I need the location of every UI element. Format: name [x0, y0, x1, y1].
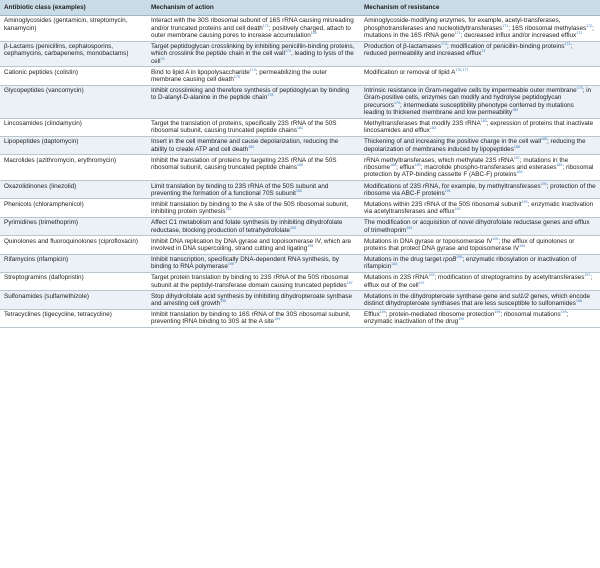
cell-mechanism-of-resistance [360, 16, 600, 42]
text-segment: ; modification of streptogramins by acetyltransferases [434, 274, 585, 282]
text-segment: Mutations in DNA gyrase or topoisomerase IV [364, 237, 493, 245]
citation-ref: 173 [564, 42, 571, 47]
text-segment: ; reduced permeability and increased efflux [364, 43, 573, 58]
text-segment: Production of β-lactamases [364, 43, 441, 51]
citation-ref: 186 [297, 163, 303, 168]
cell-antibiotic-class: Oxazolidinones (linezolid) [0, 181, 147, 199]
text-segment: ; protein-mediated ribosome protection [385, 311, 495, 319]
text-segment: ; enzymatic ribosylation or inactivation of rifampicin [364, 256, 577, 271]
header-row [0, 0, 600, 16]
text-segment: Mutations in 23S rRNA [364, 274, 429, 282]
cell-antibiotic-class: Quinolones and fluoroquinolones (ciprofloxacin) [0, 236, 147, 254]
text-segment: Inhibit translation by binding to the A site of the 50S ribosomal subunit, inhibiting protein synthesis [151, 200, 349, 216]
citation-ref: 185 [513, 144, 520, 149]
citation-ref: 195 [492, 236, 499, 241]
table-row [0, 85, 600, 118]
citation-ref: 199 [379, 310, 386, 315]
citation-ref: 171 [262, 23, 269, 28]
text-segment: rRNA methyltransferases, which methylate 23S rRNA [364, 156, 514, 164]
text-segment: ; macrolide phospho-transferases and esterases [420, 164, 557, 172]
cell-mechanism-of-action [147, 85, 360, 118]
citation-ref: 198 [220, 299, 227, 304]
cell-antibiotic-class: Macrolides (azithromycin, erythromycin) [0, 155, 147, 181]
text-segment: Bind to lipid A in lipopolysaccharide [151, 68, 250, 76]
gene-name: rpoB [443, 256, 457, 263]
citation-ref: 169 [310, 30, 317, 35]
cell-mechanism-of-resistance [360, 181, 600, 199]
cell-mechanism-of-action [147, 16, 360, 42]
cell-mechanism-of-action [147, 41, 360, 67]
cell-mechanism-of-resistance [360, 137, 600, 155]
table-row [0, 217, 600, 235]
cell-antibiotic-class: Rifamycins (rifampicin) [0, 254, 147, 272]
table-row [0, 41, 600, 67]
citation-ref: 199 [274, 317, 281, 322]
table-row [0, 272, 600, 290]
citation-ref: 196 [456, 255, 463, 259]
citation-ref: 172 [576, 30, 583, 35]
text-segment: , leading to lysis of the cell [151, 50, 354, 65]
table-row [0, 199, 600, 217]
citation-ref: 172 [586, 23, 593, 28]
text-segment: Modifications of 23S rRNA, for example, by methyltransferases [364, 182, 541, 190]
cell-mechanism-of-action [147, 291, 360, 309]
cell-antibiotic-class: Pyrimidines (trimethoprim) [0, 217, 147, 235]
citation-ref: 173 [441, 42, 447, 47]
citation-ref: 197 [418, 280, 425, 285]
citation-ref: 181 [297, 126, 303, 131]
cell-antibiotic-class: Tetracyclines (tigecycline, tetracycline) [0, 309, 147, 327]
citation-ref: 185 [541, 137, 548, 142]
citation-ref: 198 [575, 299, 582, 304]
citation-ref: 182 [480, 119, 487, 124]
table-row [0, 291, 600, 309]
text-segment: ; efflux [396, 164, 415, 172]
cell-mechanism-of-resistance [360, 272, 600, 290]
citation-ref: 199 [458, 317, 465, 322]
text-segment: ; intermediate susceptibility phenotype conferred by mutations leading to thickened membrane and low permeability [364, 101, 574, 116]
text-segment: Affect C1 metabolism and folate synthesis by inhibiting dihydrofolate reductase, blocking production of tetrahydrofolate [151, 219, 343, 234]
text-segment: ; protection of the ribosome via ABC-F proteins [364, 182, 596, 197]
citation-ref: 180 [512, 108, 519, 112]
gene-name: sul1/2 [511, 292, 529, 300]
cell-mechanism-of-resistance [360, 118, 600, 136]
cell-mechanism-of-resistance [360, 217, 600, 235]
text-segment: ; expression of proteins that inactivate lincosamides and efflux [364, 120, 594, 135]
text-segment: ; in Gram-positive cells, enzymes can modify and hydrolyse peptidoglycan precursors [364, 87, 592, 109]
citation-ref: 195 [519, 243, 526, 248]
citation-ref: 183 [429, 126, 436, 131]
citation-ref: 184 [248, 144, 255, 149]
citation-ref: 189 [556, 163, 563, 168]
cell-mechanism-of-action [147, 67, 360, 85]
text-segment: ; modification of penicillin-binding proteins [447, 43, 565, 51]
text-segment: Modification or removal of lipid A [364, 68, 456, 76]
text-segment: Target peptidoglycan crosslinking by inhibiting penicillin-binding proteins, which crosslink the peptide chain in the cell wall [151, 43, 355, 58]
cell-mechanism-of-action [147, 118, 360, 136]
cell-mechanism-of-action [147, 309, 360, 327]
text-segment: ; mutations in the 16S rRNA gene [364, 24, 594, 39]
text-segment: ; the efflux of quinolones or proteins that protect DNA gyrase and topoisomerase IV [364, 237, 575, 252]
citation-ref: 178 [267, 93, 274, 98]
citation-ref: 192 [454, 207, 461, 212]
citation-ref: 192 [521, 199, 528, 204]
citation-ref: 192 [428, 273, 435, 278]
citation-ref: 189 [414, 163, 421, 168]
table-row [0, 254, 600, 272]
text-segment: Limit translation by binding to 23S rRNA of the 50S subunit and preventing the formation of a functional 70S subunit [151, 182, 329, 197]
citation-ref: 188 [390, 163, 397, 168]
table-row [0, 67, 600, 85]
cell-mechanism-of-action [147, 236, 360, 254]
table-row [0, 309, 600, 327]
text-segment: ; enzymatic inactivation of the drug [364, 311, 569, 326]
text-segment: ; reducing the depolarization of membranes induced by lipopeptides [364, 138, 586, 153]
table-row [0, 236, 600, 254]
citation-ref: 187 [513, 155, 520, 160]
citation-ref: 190 [540, 181, 547, 186]
citation-ref: 197 [584, 273, 591, 278]
citation-ref: 194 [406, 225, 413, 230]
cell-antibiotic-class: Aminoglycosides (gentamicin, streptomycin, kanamycin) [0, 16, 147, 42]
header-mechanism-of-resistance: Mechanism of resistance [360, 0, 600, 16]
text-segment: ; decreased influx and/or increased efflux [460, 31, 577, 39]
text-segment: Inhibit crosslinking and therefore synthesis of peptidoglycan by binding to D-alanyl-D-alanine in the peptide chain [151, 87, 350, 102]
citation-ref: 196 [227, 262, 234, 267]
table-row [0, 118, 600, 136]
citation-ref: 174 [249, 67, 256, 72]
cell-mechanism-of-resistance [360, 254, 600, 272]
text-segment: Inhibit translation by binding to 16S rRNA of the 30S ribosomal subunit, preventing tRNA binding to 30S at the A site [151, 311, 351, 326]
table-row [0, 16, 600, 42]
text-segment: Aminoglycoside-modifying enzymes, for example, acetyl-transferases, phosphotransferases and nucleotidyltransferases [364, 17, 561, 32]
text-segment: ; ribosomal mutations [500, 311, 561, 319]
text-segment: Insert in the cell membrane and cause depolarization, reducing the ability to create ATP and cell death [151, 138, 339, 153]
text-segment: ; permeabilizing the outer membrane causing cell death [151, 68, 327, 84]
header-antibiotic-class: Antibiotic class (examples) [0, 0, 147, 16]
citation-ref: 144 [391, 262, 398, 267]
text-segment: ; ribosomal protection by ATP-binding cassette F (ABC-F) proteins [364, 164, 594, 179]
cell-mechanism-of-action [147, 217, 360, 235]
citation-ref: 195 [307, 243, 314, 248]
citation-ref: 74 [160, 56, 165, 61]
citation-ref: 176,177 [455, 67, 469, 72]
table-row [0, 181, 600, 199]
citation-ref: 179 [393, 100, 400, 105]
text-segment: Efflux [364, 311, 380, 319]
citation-ref: 173 [285, 49, 291, 54]
text-segment: Mutations in the dihydropteroate synthase gene and [364, 292, 512, 300]
text-segment: ; 16S ribosomal methylases [508, 24, 587, 32]
text-segment: Inhibit transcription, specifically DNA-dependent RNA synthesis, by binding to RNA polymerase [151, 256, 339, 271]
citation-ref: 191 [444, 188, 451, 193]
text-segment: Intrinsic resistance in Gram-negative cells by impermeable outer membrane [364, 87, 577, 95]
cell-antibiotic-class: Phenicols (chloramphenicol) [0, 199, 147, 217]
text-segment: ; mutations in the ribosome [364, 156, 569, 172]
citation-ref: 171 [454, 30, 461, 35]
citation-ref: 190 [295, 188, 302, 193]
citation-ref: 193 [289, 225, 296, 230]
cell-antibiotic-class: Sulfonamides (sulfamethizole) [0, 291, 147, 309]
text-segment: Methyltransferases that modify 23S rRNA [364, 120, 481, 128]
cell-mechanism-of-resistance [360, 199, 600, 217]
table-body [0, 16, 600, 328]
cell-mechanism-of-action [147, 199, 360, 217]
citation-ref: 192 [225, 207, 232, 212]
cell-mechanism-of-resistance [360, 309, 600, 327]
cell-mechanism-of-action [147, 272, 360, 290]
text-segment: Target the translation of proteins, specifically 23S rRNA of the 50S ribosomal subunit, causing truncated peptide chains [151, 120, 337, 135]
cell-mechanism-of-resistance [360, 67, 600, 85]
cell-antibiotic-class: Cationic peptides (colistin) [0, 67, 147, 85]
citation-ref: 199 [560, 310, 567, 315]
cell-mechanism-of-action [147, 137, 360, 155]
cell-antibiotic-class: Lipopeptides (daptomycin) [0, 137, 147, 155]
cell-mechanism-of-action [147, 254, 360, 272]
citation-ref: 179 [576, 86, 583, 91]
cell-antibiotic-class: Streptogramins (dalfopristin) [0, 272, 147, 290]
text-segment: ; positively charged, attach to outer membrane causing pores to increase accumulation [151, 24, 351, 39]
cell-mechanism-of-action [147, 155, 360, 181]
citation-ref: 197 [346, 280, 353, 285]
cell-antibiotic-class: Glycopeptides (vancomycin) [0, 85, 147, 118]
cell-mechanism-of-action [147, 181, 360, 199]
text-segment: Inhibit DNA replication by DNA gyrase and topoisomerase IV, which are involved in DNA supercoiling, strand cutting and ligating [151, 237, 352, 252]
citation-ref: 175 [233, 75, 240, 80]
citation-ref: 189 [516, 170, 523, 175]
cell-mechanism-of-resistance [360, 85, 600, 118]
cell-antibiotic-class: β-Lactams (penicillins, cephalosporins, cephamycins, carbapenems, monobactams) [0, 41, 147, 67]
text-segment: ; efflux out of the cell [364, 274, 593, 289]
text-segment: Target protein translation by binding to 23S rRNA of the 50S ribosomal subunit at the peptidyl-transferase domain causing truncated peptides [151, 274, 349, 289]
cell-mechanism-of-resistance [360, 155, 600, 181]
text-segment: genes, which encode distinct dihydropteroate synthases that are less susceptible to sulfonamides [364, 292, 591, 308]
cell-mechanism-of-resistance [360, 236, 600, 254]
text-segment: The modification or acquisition of novel dihydrofolate reductase genes and efflux of trimethoprim [364, 219, 590, 234]
text-segment: Mutations in the drug target [364, 256, 443, 263]
table-row [0, 137, 600, 155]
text-segment: Interact with the 30S ribosomal subunit of 16S rRNA causing misreading and/or truncated proteins and cell death [151, 17, 354, 32]
header-mechanism-of-action: Mechanism of action [147, 0, 360, 16]
table-header [0, 0, 600, 16]
cell-antibiotic-class: Lincosamides (clindamycin) [0, 118, 147, 136]
text-segment: Mutations within 23S rRNA of the 50S ribosomal subunit [364, 200, 522, 208]
cell-mechanism-of-resistance [360, 291, 600, 309]
text-segment: Inhibit the translation of proteins by targeting 23S rRNA of the 50S ribosomal subunit, causing truncated peptide chains [151, 156, 337, 172]
cell-mechanism-of-resistance [360, 41, 600, 67]
table-row [0, 155, 600, 181]
text-segment: ; enzymatic inactivation via acetyltransferases and efflux [364, 200, 594, 216]
citation-ref: 199 [494, 310, 501, 315]
text-segment: Thickening of and increasing the positive charge in the cell wall [364, 138, 542, 146]
citation-ref: 171 [502, 23, 509, 28]
citation-ref: 74 [481, 49, 486, 54]
text-segment: Stop dihydrofolate acid synthesis by inhibiting dihydropteroate synthase and arresting cell growth [151, 292, 353, 308]
